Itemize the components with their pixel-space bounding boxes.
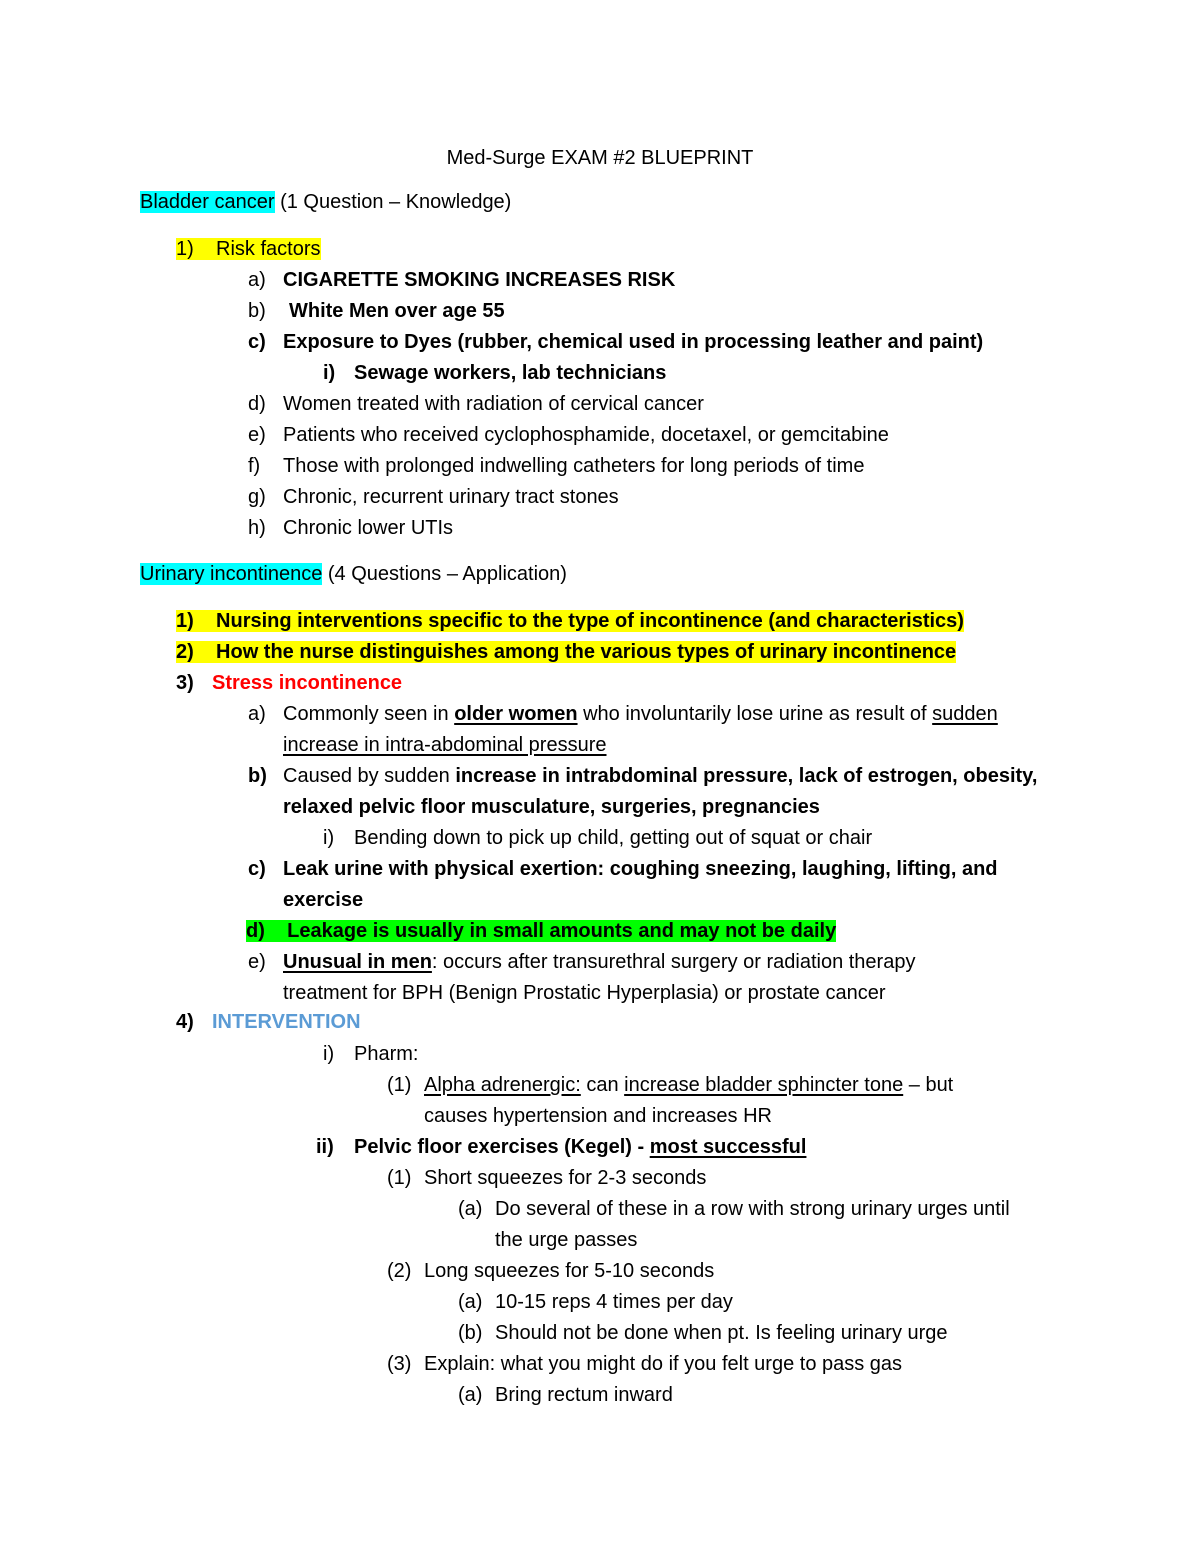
section-heading: Urinary incontinence	[140, 563, 323, 585]
list-text: CIGARETTE SMOKING INCREASES RISK	[283, 269, 676, 291]
list-marker: d)	[246, 920, 265, 942]
list-marker: (a)	[458, 1198, 483, 1220]
list-marker: 2)	[176, 641, 194, 663]
list-text: Pharm:	[354, 1043, 419, 1065]
list-marker: (a)	[458, 1291, 483, 1313]
list-marker: e)	[248, 951, 266, 973]
list-marker: b)	[248, 765, 267, 787]
list-text: Chronic, recurrent urinary tract stones	[283, 486, 619, 508]
list-text: Those with prolonged indwelling catheters for long periods of time	[283, 455, 865, 477]
list-marker: (a)	[458, 1384, 483, 1406]
list-marker: g)	[248, 486, 266, 508]
list-marker: 1)	[176, 610, 194, 632]
list-text-continued: the urge passes	[495, 1229, 638, 1251]
list-marker: 4)	[176, 1011, 194, 1033]
list-item	[246, 918, 836, 944]
list-text: Bending down to pick up child, getting out of squat or chair	[354, 827, 873, 849]
list-marker: 1) Risk factors	[176, 238, 321, 260]
list-marker: b)	[248, 300, 266, 322]
list-marker: c)	[248, 858, 266, 880]
list-marker: (1)	[387, 1074, 412, 1096]
list-marker: a)	[248, 269, 266, 291]
list-marker: h)	[248, 517, 266, 539]
list-text: Unusual in men: occurs after transurethral surgery or radiation therapy	[283, 951, 916, 973]
list-marker: i)	[323, 362, 336, 384]
list-text: Stress incontinence	[212, 672, 403, 694]
list-text: Should not be done when pt. Is feeling urinary urge	[495, 1322, 948, 1344]
list-text-continued: relaxed pelvic floor musculature, surgeries, pregnancies	[283, 796, 820, 818]
list-marker: e)	[248, 424, 266, 446]
list-text-continued: treatment for BPH (Benign Prostatic Hyperplasia) or prostate cancer	[283, 982, 886, 1004]
list-marker: f)	[248, 455, 261, 477]
list-text: White Men over age 55	[289, 300, 505, 322]
list-item	[176, 236, 321, 262]
list-marker: 3)	[176, 672, 194, 694]
list-marker: (2)	[387, 1260, 412, 1282]
list-text-continued: causes hypertension and increases HR	[424, 1105, 772, 1127]
list-text: Leakage is usually in small amounts and may not be daily	[287, 920, 837, 942]
list-marker: ii)	[316, 1136, 334, 1158]
list-text: Explain: what you might do if you felt urge to pass gas	[424, 1353, 903, 1375]
list-marker: d)	[248, 393, 266, 415]
list-text: Pelvic floor exercises (Kegel) - most successful	[354, 1136, 807, 1158]
list-text: 10-15 reps 4 times per day	[495, 1291, 733, 1313]
list-text: Bring rectum inward	[495, 1384, 673, 1406]
list-text: Alpha adrenergic: can increase bladder sphincter tone – but	[424, 1074, 954, 1096]
section-heading: Bladder cancer	[140, 191, 275, 213]
list-text: Chronic lower UTIs	[283, 517, 454, 539]
section-bladder-cancer	[140, 189, 511, 215]
section-urinary-incontinence	[140, 561, 567, 587]
list-text-continued: exercise	[283, 889, 364, 911]
list-text: Leak urine with physical exertion: coughing sneezing, laughing, lifting, and	[283, 858, 998, 880]
list-text: Short squeezes for 2-3 seconds	[424, 1167, 707, 1189]
list-marker: (b)	[458, 1322, 483, 1344]
list-text: Exposure to Dyes (rubber, chemical used in processing leather and paint)	[283, 331, 984, 353]
section-meta: (1 Question – Knowledge)	[280, 191, 512, 213]
list-marker: i)	[323, 1043, 335, 1065]
list-item	[176, 639, 956, 665]
section-meta: (4 Questions – Application)	[327, 563, 567, 585]
list-text: Caused by sudden increase in intrabdominal pressure, lack of estrogen, obesity,	[283, 765, 1038, 787]
list-text: Nursing interventions specific to the type of incontinence (and characteristics)	[216, 610, 964, 632]
list-text: How the nurse distinguishes among the various types of urinary incontinence	[216, 641, 957, 663]
list-text: INTERVENTION	[212, 1011, 361, 1033]
list-marker: a)	[248, 703, 266, 725]
list-text: Patients who received cyclophosphamide, docetaxel, or gemcitabine	[283, 424, 889, 446]
list-text: Sewage workers, lab technicians	[354, 362, 667, 384]
list-marker: c)	[248, 331, 266, 353]
list-marker: (3)	[387, 1353, 412, 1375]
page-title: Med-Surge EXAM #2 BLUEPRINT	[446, 147, 754, 169]
list-text: Commonly seen in older women who involuntarily lose urine as result of sudden	[283, 703, 998, 725]
list-marker: i)	[323, 827, 335, 849]
list-marker: (1)	[387, 1167, 412, 1189]
list-item	[176, 608, 964, 634]
list-text-continued: increase in intra-abdominal pressure	[283, 734, 607, 756]
list-text: Long squeezes for 5-10 seconds	[424, 1260, 715, 1282]
list-text: Women treated with radiation of cervical cancer	[283, 393, 704, 415]
list-text: Do several of these in a row with strong urinary urges until	[495, 1198, 1010, 1220]
